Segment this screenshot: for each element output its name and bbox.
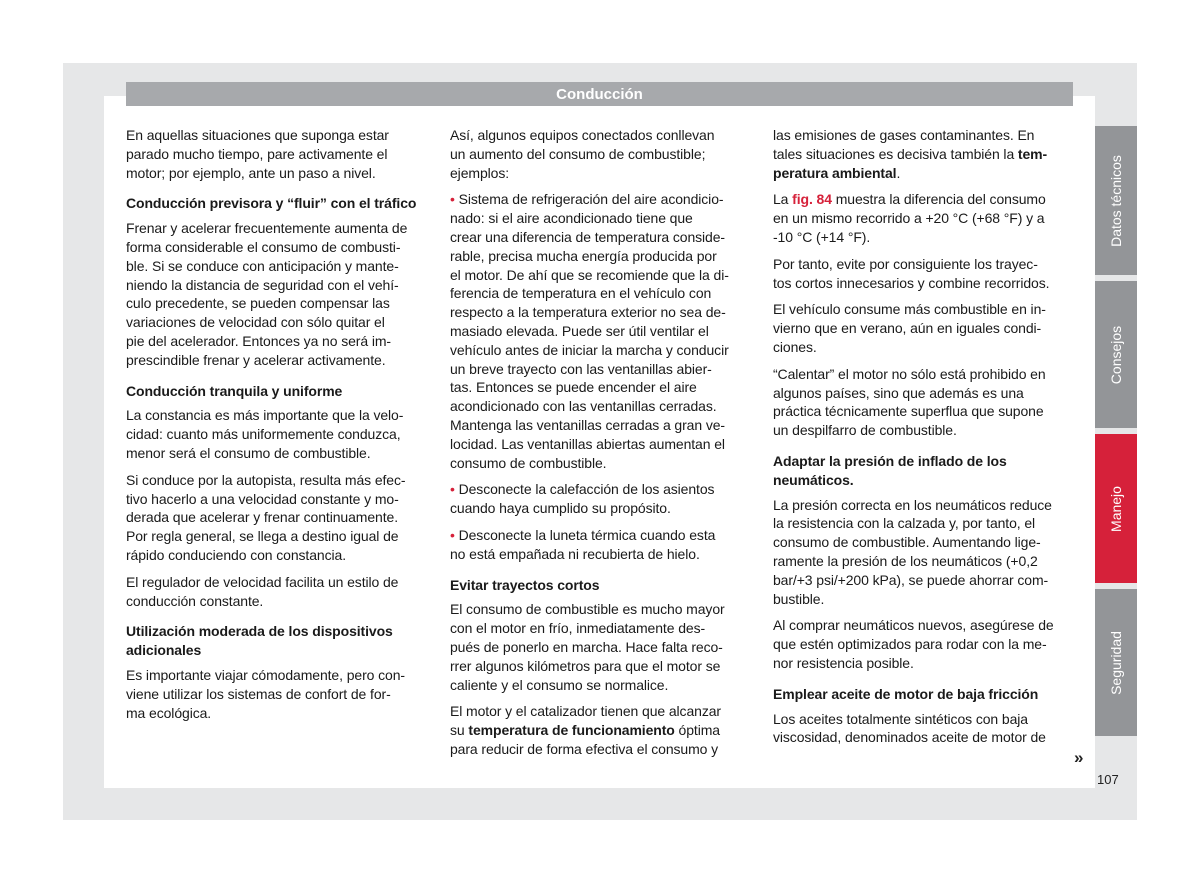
paragraph <box>126 573 431 611</box>
text-line <box>450 740 755 759</box>
paragraph <box>773 255 1078 293</box>
text-segment: óptima <box>674 722 720 739</box>
text-segment: acondicionado con las ventanillas cerradas. <box>450 398 717 415</box>
continue-arrow-icon: » <box>1074 748 1084 767</box>
text-line <box>126 406 431 425</box>
text-segment: Conducción previsora y “fluir” con el tráfico <box>126 195 417 212</box>
text-segment: un despilfarro de combustible. <box>773 422 957 439</box>
text-line <box>773 365 1078 384</box>
text-segment: La presión correcta en los neumáticos reduce <box>773 496 1052 513</box>
text-line <box>773 571 1078 590</box>
text-segment: neumáticos. <box>773 471 854 488</box>
text-segment: conducción constante. <box>126 592 264 609</box>
text-segment: Mantenga las ventanillas cerradas a gran ve- <box>450 416 725 433</box>
text-line <box>450 619 755 638</box>
text-line <box>450 435 755 454</box>
text-line <box>126 641 431 660</box>
tab-consejos[interactable] <box>1095 281 1137 428</box>
text-line <box>773 209 1078 228</box>
text-segment: . <box>896 164 901 181</box>
text-line <box>450 702 755 721</box>
text-line <box>450 209 755 228</box>
text-segment: Utilización moderada de los dispositivos <box>126 623 393 640</box>
text-line <box>126 490 431 509</box>
paragraph <box>126 666 431 722</box>
text-line <box>773 452 1078 471</box>
text-segment: culo precedente, se pueden compensar las <box>126 295 390 312</box>
text-segment: bar/+3 psi/+200 kPa), se puede ahorrar com- <box>773 571 1049 588</box>
paragraph <box>773 365 1078 440</box>
text-line <box>450 721 755 740</box>
tab-label: Datos técnicos <box>1108 154 1124 247</box>
text-segment: Evitar trayectos cortos <box>450 576 600 593</box>
text-line <box>126 685 431 704</box>
bold-text: tem- <box>1017 145 1048 162</box>
text-line <box>773 685 1078 704</box>
text-segment: pie del acelerador. Entonces ya no será im- <box>126 332 391 349</box>
text-line <box>126 219 431 238</box>
text-line <box>450 266 755 285</box>
text-line <box>450 341 755 360</box>
text-line <box>450 657 755 676</box>
text-line <box>126 622 431 641</box>
text-line <box>450 247 755 266</box>
text-segment: un aumento del consumo de combustible; <box>450 145 706 162</box>
bold-text: peratura ambiental <box>773 164 897 181</box>
text-segment: Conducción tranquila y uniforme <box>126 382 343 399</box>
text-line <box>450 638 755 657</box>
text-line <box>773 728 1078 747</box>
bullet-item <box>450 526 755 564</box>
text-segment: tos cortos innecesarios y combine recorridos. <box>773 274 1050 291</box>
text-line <box>450 360 755 379</box>
text-segment: que estén optimizados para rodar con la me- <box>773 636 1047 653</box>
text-segment: Al comprar neumáticos nuevos, asegúrese de <box>773 617 1054 634</box>
paragraph <box>773 710 1078 748</box>
text-line <box>450 322 755 341</box>
text-segment: Por regla general, se llega a destino igual de <box>126 528 399 545</box>
text-segment: vehículo antes de iniciar la marcha y conducir <box>450 341 729 358</box>
text-line <box>450 378 755 397</box>
text-line <box>126 527 431 546</box>
text-line <box>773 228 1078 247</box>
text-column-2 <box>450 126 755 767</box>
text-line <box>773 710 1078 729</box>
section-heading <box>126 622 431 660</box>
text-segment: El regulador de velocidad facilita un estilo de <box>126 573 399 590</box>
text-line <box>773 300 1078 319</box>
text-segment: rable, precisa mucha energía producida por <box>450 247 717 264</box>
text-segment: no está empañada ni recubierta de hielo. <box>450 545 700 562</box>
text-segment: nado: si el aire acondicionado tiene que <box>450 210 693 227</box>
text-segment: La <box>773 191 793 208</box>
text-line <box>126 471 431 490</box>
text-line <box>126 382 431 401</box>
text-line <box>773 635 1078 654</box>
text-line <box>773 255 1078 274</box>
text-segment: un breve trayecto con las ventanillas abier- <box>450 360 712 377</box>
text-line <box>450 126 755 145</box>
bullet-icon: • <box>450 481 459 498</box>
text-segment: muestra la diferencia del consumo <box>831 191 1046 208</box>
text-line <box>773 590 1078 609</box>
bullet-item <box>450 190 755 472</box>
paragraph <box>773 616 1078 672</box>
text-segment: Frenar y acelerar frecuentemente aumenta de <box>126 220 408 237</box>
text-segment: motor; por ejemplo, ante un paso a nivel. <box>126 164 376 181</box>
text-segment: ciones. <box>773 338 817 355</box>
text-segment: derada que acelerar y frenar continuamente. <box>126 509 398 526</box>
section-heading <box>773 452 1078 490</box>
text-segment: ramente la presión de los neumáticos (+0,2 <box>773 552 1038 569</box>
bullet-icon: • <box>450 191 459 208</box>
figure-reference-link[interactable]: fig. 84 <box>792 191 832 208</box>
text-line <box>126 145 431 164</box>
text-segment: forma considerable el consumo de combusti- <box>126 238 401 255</box>
text-segment: El motor y el catalizador tienen que alcanzar <box>450 703 721 720</box>
text-segment: tivo hacerlo a una velocidad constante y mo- <box>126 490 399 507</box>
text-line <box>450 284 755 303</box>
bullet-icon: • <box>450 526 459 543</box>
text-line <box>126 592 431 611</box>
text-segment: Adaptar la presión de inflado de los <box>773 452 1007 469</box>
text-line <box>773 533 1078 552</box>
text-line <box>126 194 431 213</box>
text-line <box>450 480 755 499</box>
paragraph <box>450 126 755 182</box>
text-line <box>773 654 1078 673</box>
text-segment: vierno que en verano, aún en iguales condi- <box>773 320 1042 337</box>
text-segment: Por tanto, evite por consiguiente los trayec- <box>773 255 1038 272</box>
tab-label: Consejos <box>1108 325 1124 384</box>
text-line <box>126 164 431 183</box>
section-heading <box>126 382 431 401</box>
text-segment: masiado elevada. Puede ser útil ventilar el <box>450 322 709 339</box>
text-segment: La constancia es más importante que la velo- <box>126 407 404 424</box>
text-line <box>773 338 1078 357</box>
text-segment: ferencia de temperatura en el vehículo con <box>450 285 712 302</box>
text-line <box>773 384 1078 403</box>
text-line <box>773 471 1078 490</box>
text-line <box>773 552 1078 571</box>
text-segment: parado mucho tiempo, pare activamente el <box>126 145 388 162</box>
text-line <box>126 573 431 592</box>
section-heading <box>773 685 1078 704</box>
paragraph <box>450 702 755 758</box>
text-column-3 <box>773 126 1078 755</box>
text-segment: ma ecológica. <box>126 704 212 721</box>
text-line <box>773 145 1078 164</box>
text-line <box>126 332 431 351</box>
text-line <box>773 514 1078 533</box>
text-segment: Desconecte la calefacción de los asientos <box>458 481 715 498</box>
text-segment: rrer algunos kilómetros para que el motor se <box>450 657 721 674</box>
text-segment: El consumo de combustible es mucho mayor <box>450 601 725 618</box>
text-segment: locidad. Las ventanillas abiertas aumentan el <box>450 435 725 452</box>
text-segment: el motor. De ahí que se recomiende que la di- <box>450 266 729 283</box>
text-line <box>773 164 1078 183</box>
text-line <box>126 546 431 565</box>
text-segment: respecto a la temperatura exterior no sea de- <box>450 304 726 321</box>
text-segment: consumo de combustible. <box>450 454 607 471</box>
text-line <box>126 508 431 527</box>
paragraph <box>126 406 431 462</box>
text-segment: pués de ponerlo en marcha. Hace falta reco- <box>450 638 723 655</box>
paragraph <box>126 471 431 565</box>
bold-text: temperatura de funcionamiento <box>468 722 675 739</box>
text-segment: cuando haya cumplido su propósito. <box>450 500 671 517</box>
text-line <box>126 425 431 444</box>
text-line <box>450 416 755 435</box>
text-line <box>450 397 755 416</box>
text-segment: tas. Entonces se puede encender el aire <box>450 379 697 396</box>
paragraph <box>773 190 1078 246</box>
text-segment: Así, algunos equipos conectados conllevan <box>450 127 715 143</box>
tab-seguridad[interactable] <box>1095 589 1137 736</box>
text-line <box>450 600 755 619</box>
bullet-item <box>450 480 755 518</box>
text-segment: menor será el consumo de combustible. <box>126 444 371 461</box>
text-line <box>450 526 755 545</box>
tab-datos-tecnicos[interactable] <box>1095 126 1137 275</box>
text-segment: prescindible frenar y acelerar activamente. <box>126 351 386 368</box>
section-heading <box>126 194 431 213</box>
page-number: 107 <box>1097 772 1119 787</box>
text-segment: consumo de combustible. Aumentando lige- <box>773 534 1041 551</box>
text-line <box>126 313 431 332</box>
text-segment: El vehículo consume más combustible en in- <box>773 301 1046 318</box>
text-line <box>450 303 755 322</box>
text-segment: cidad: cuanto más uniformemente conduzca, <box>126 426 401 443</box>
text-line <box>126 351 431 370</box>
text-line <box>450 499 755 518</box>
text-line <box>450 454 755 473</box>
text-segment: -10 °C (+14 °F). <box>773 228 871 245</box>
paragraph <box>450 600 755 694</box>
text-segment: Los aceites totalmente sintéticos con baja <box>773 710 1028 727</box>
text-segment: en un mismo recorrido a +20 °C (+68 °F) y a <box>773 210 1045 227</box>
paragraph <box>773 126 1078 182</box>
text-line <box>126 126 431 145</box>
text-segment: adicionales <box>126 642 202 659</box>
text-line <box>773 319 1078 338</box>
text-line <box>450 164 755 183</box>
text-segment: práctica técnicamente superflua que supone <box>773 403 1044 420</box>
tab-label: Seguridad <box>1108 630 1124 695</box>
text-segment: ble. Si se conduce con anticipación y mante- <box>126 257 399 274</box>
text-line <box>773 190 1078 209</box>
text-line <box>126 704 431 723</box>
text-segment: Emplear aceite de motor de baja fricción <box>773 685 1039 702</box>
text-segment: niendo la distancia de seguridad con el vehí- <box>126 276 399 293</box>
text-segment: caliente y el consumo se normalice. <box>450 676 669 693</box>
paragraph <box>126 219 431 369</box>
text-segment: con el motor en frío, inmediatamente des- <box>450 620 706 637</box>
text-line <box>450 676 755 695</box>
text-segment: Si conduce por la autopista, resulta más efec- <box>126 471 406 488</box>
text-line <box>773 274 1078 293</box>
text-segment: En aquellas situaciones que suponga estar <box>126 127 389 143</box>
text-segment: Es importante viajar cómodamente, pero con- <box>126 666 405 683</box>
text-line <box>773 126 1078 145</box>
text-segment: Desconecte la luneta térmica cuando esta <box>458 526 716 543</box>
text-segment: su <box>450 722 469 739</box>
text-segment: “Calentar” el motor no sólo está prohibido en <box>773 365 1046 382</box>
section-header: Conducción <box>126 82 1073 106</box>
text-segment: ejemplos: <box>450 164 510 181</box>
text-line <box>773 421 1078 440</box>
text-line <box>450 576 755 595</box>
text-line <box>450 145 755 164</box>
text-line <box>126 444 431 463</box>
text-line <box>773 616 1078 635</box>
text-column-1 <box>126 126 431 730</box>
text-segment: variaciones de velocidad con sólo quitar el <box>126 314 385 331</box>
text-segment: rápido conduciendo con constancia. <box>126 546 346 563</box>
text-line <box>450 545 755 564</box>
text-line <box>126 238 431 257</box>
text-line <box>126 666 431 685</box>
tab-label: Manejo <box>1108 485 1124 532</box>
text-segment: algunos países, sino que además es una <box>773 384 1024 401</box>
text-segment: las emisiones de gases contaminantes. En <box>773 127 1035 143</box>
paragraph <box>126 126 431 182</box>
text-line <box>773 496 1078 515</box>
text-segment: crear una diferencia de temperatura conside- <box>450 228 725 245</box>
paragraph <box>773 300 1078 356</box>
text-segment: nor resistencia posible. <box>773 654 914 671</box>
text-segment: tales situaciones es decisiva también la <box>773 145 1018 162</box>
text-segment: bustible. <box>773 590 825 607</box>
text-segment: la resistencia con la calzada y, por tanto, el <box>773 515 1036 532</box>
tab-manejo[interactable] <box>1095 434 1137 583</box>
text-segment: para reducir de forma efectiva el consumo y <box>450 740 719 757</box>
text-line <box>450 228 755 247</box>
text-segment: viscosidad, denominados aceite de motor de <box>773 729 1046 746</box>
text-segment: Sistema de refrigeración del aire acondicio- <box>458 191 724 208</box>
text-line <box>126 294 431 313</box>
paragraph <box>773 496 1078 609</box>
text-segment: viene utilizar los sistemas de confort de for- <box>126 685 391 702</box>
text-line <box>773 402 1078 421</box>
text-line <box>450 190 755 209</box>
text-line <box>126 276 431 295</box>
section-heading <box>450 576 755 595</box>
text-line <box>126 257 431 276</box>
